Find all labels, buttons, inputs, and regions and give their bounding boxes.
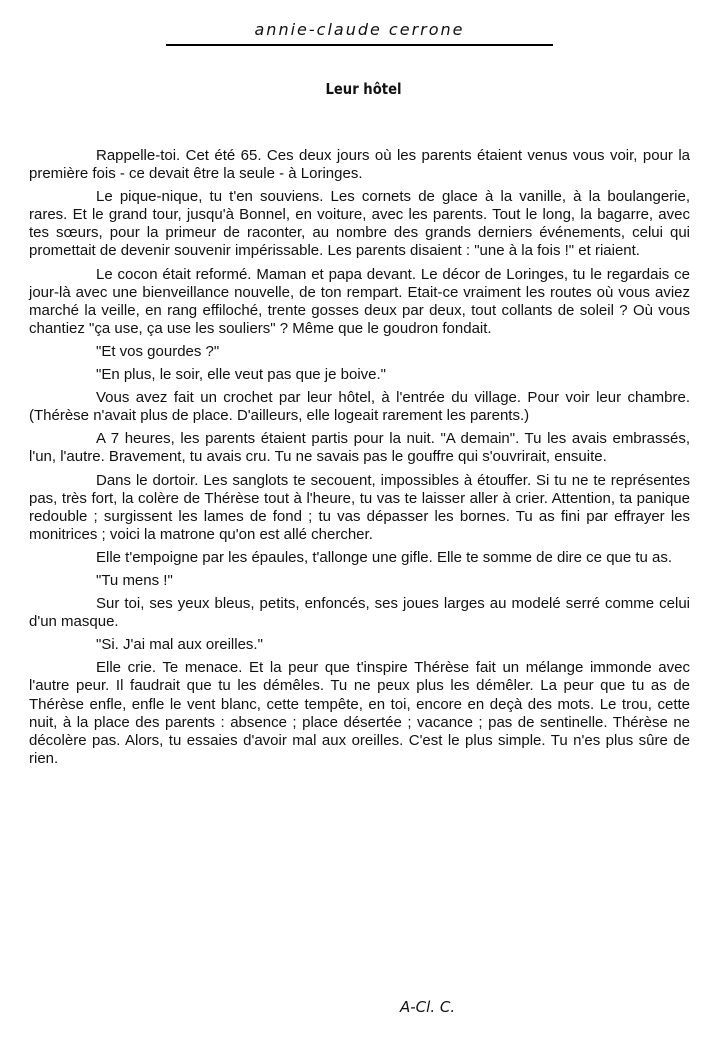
paragraph: Elle crie. Te menace. Et la peur que t'inspire Thérèse fait un mélange immonde avec l'autre peur. Il faudrait que tu les démêles. Tu ne peux plus les démêler. La peur que tu as de Thérèse enfle, enfle le vent blanc, cette tempête, en toi, encore en deçà des mots. Le trou, cette nuit, à la place des parents : absence ; place désertée ; vacance ; pas de sentinelle. Thérèse ne décolère pas. Alors, tu essaies d'avoir mal aux oreilles. C'est le plus simple. Tu n'es plus sûre de rien. — [29, 659, 690, 767]
paragraph: "Et vos gourdes ?" — [96, 342, 220, 360]
signature: A-Cl. C. — [400, 998, 456, 1016]
paragraph: "Si. J'ai mal aux oreilles." — [96, 636, 263, 654]
author-header: annie-claude cerrone — [166, 18, 553, 46]
page-title: Leur hôtel — [325, 80, 402, 98]
story-body — [29, 147, 690, 773]
paragraph: Vous avez fait un crochet par leur hôtel, à l'entrée du village. Pour voir leur chambre. (Thérèse n'avait plus de place. D'ailleurs, elle logeait rarement les parents.) — [29, 389, 690, 425]
paragraph: Rappelle-toi. Cet été 65. Ces deux jours où les parents étaient venus vous voir, pour la première fois - ce devait être la seule - à Loringes. — [29, 147, 690, 183]
paragraph: A 7 heures, les parents étaient partis pour la nuit. "A demain". Tu les avais embrassés, l'un, l'autre. Bravement, tu avais cru. Tu ne savais pas le gouffre qui s'ouvrirait, ensuite. — [29, 430, 690, 466]
paragraph: Elle t'empoigne par les épaules, t'allonge une gifle. Elle te somme de dire ce que tu as. — [96, 548, 673, 566]
paragraph: "Tu mens !" — [96, 571, 173, 589]
paragraph: Dans le dortoir. Les sanglots te secouent, impossibles à étouffer. Si tu ne te représentes pas, très fort, la colère de Thérèse tout à l'heure, tu vas te laisser aller à crier. Attention, ta panique redouble ; surgissent les lames de fond ; tu vas dépasser les bornes. Tu as fini par effrayer les monitrices ; voici la matrone qu'on est allé chercher. — [29, 471, 690, 543]
paragraph: Le pique-nique, tu t'en souviens. Les cornets de glace à la vanille, à la boulangerie, rares. Et le grand tour, jusqu'à Bonnel, en voiture, avec les parents. Tout le long, la bagarre, avec tes sœurs, pour la primeur de raconter, au nombre des grands derniers événements, celui qui promettait de devenir souvenir impérissable. Les parents disaient : "une à la fois !" et riaient. — [29, 188, 690, 260]
paragraph: Le cocon était reformé. Maman et papa devant. Le décor de Loringes, tu le regardais ce jour-là avec une bienveillance nouvelle, de ton rempart. Etait-ce vraiment les routes où vous aviez marché la veille, en rang effiloché, trente gosses deux par deux, tout collants de soleil ? Où vous chantiez "ça use, ça use les souliers" ? Même que le goudron fondait. — [29, 265, 690, 337]
paragraph: Sur toi, ses yeux bleus, petits, enfoncés, ses joues larges au modelé serré comme celui d'un masque. — [29, 595, 690, 631]
paragraph: "En plus, le soir, elle veut pas que je boive." — [96, 366, 386, 384]
